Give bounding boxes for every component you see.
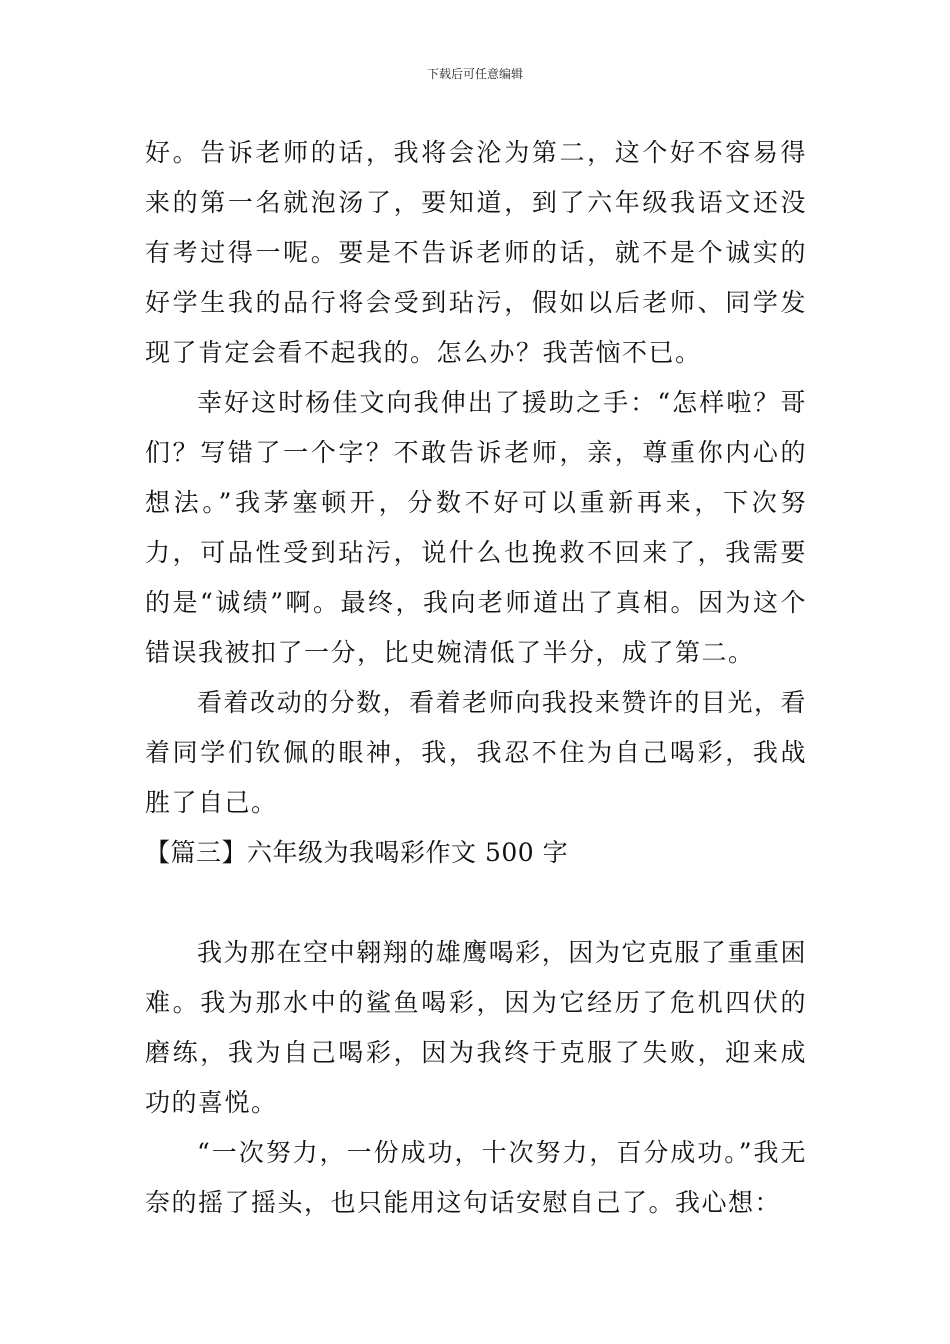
paragraph-cheer: 我为那在空中翱翔的雄鹰喝彩，因为它克服了重重困难。我为那水中的鲨鱼喝彩，因为它经历了危机四伏的磨练，我为自己喝彩，因为我终于克服了失败，迎来成功的喜悦。	[145, 938, 807, 1117]
paragraph-continuation: 好。告诉老师的话，我将会沦为第二，这个好不容易得来的第一名就泡汤了，要知道，到了六年级我语文还没有考过得一呢。要是不告诉老师的话，就不是个诚实的好学生我的品行将会受到玷污，假如以后老师、同学发现了肯定会看不起我的。怎么办？我苦恼不已。	[145, 138, 807, 367]
section-heading: 【篇三】六年级为我喝彩作文 500 字	[145, 838, 569, 867]
paragraph-conclusion: 看着改动的分数，看着老师向我投来赞许的目光，看着同学们钦佩的眼神，我，我忍不住为自己喝彩，我战胜了自己。	[145, 688, 807, 817]
blank-line	[145, 878, 807, 928]
header-note: 下载后可任意编辑	[426, 67, 523, 81]
paragraph-effort-quote: “一次努力，一份成功，十次努力，百分成功。”我无奈的摇了摇头，也只能用这句话安慰自己了。我心想：	[145, 1138, 807, 1217]
paragraph-rescue: 幸好这时杨佳文向我伸出了援助之手：“怎样啦？哥们？写错了一个字？不敢告诉老师，亲，尊重你内心的想法。”我茅塞顿开，分数不好可以重新再来，下次努力，可品性受到玷污，说什么也挽救不回来了，我需要的是“诚绩”啊。最终，我向老师道出了真相。因为这个错误我被扣了一分，比史婉清低了半分，成了第二。	[145, 388, 807, 667]
document-body	[145, 128, 807, 1228]
